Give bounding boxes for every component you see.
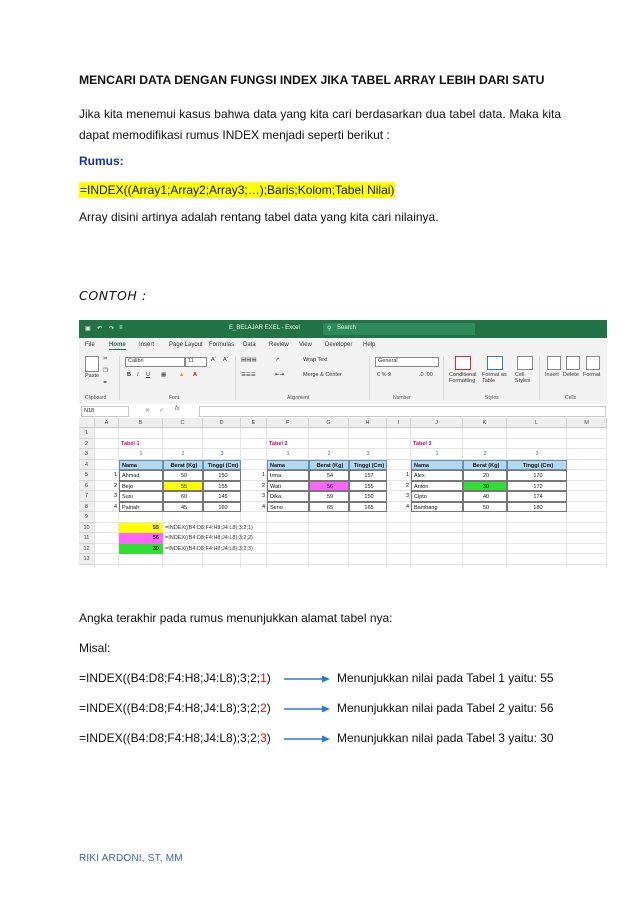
table-header-cell: Berat (Kg) xyxy=(463,460,507,471)
insert-icon[interactable] xyxy=(547,356,561,370)
row-header-12[interactable]: 12 xyxy=(79,544,95,555)
format-icon[interactable] xyxy=(586,356,600,370)
menu-tab-insert[interactable]: Insert xyxy=(139,342,155,348)
cut-icon[interactable]: ✂ xyxy=(103,356,108,362)
row-header-5[interactable]: 5 xyxy=(79,470,95,481)
table-data-cell[interactable]: Cipto xyxy=(411,491,463,502)
table-col-number: 1 xyxy=(139,451,143,457)
table-header-cell: Nama xyxy=(119,460,163,471)
table-data-cell[interactable]: 172 xyxy=(507,481,567,492)
row-header-1[interactable]: 1 xyxy=(79,428,95,439)
table-col-number: 2 xyxy=(327,451,331,457)
font-color-icon[interactable]: A xyxy=(193,372,197,378)
font-name-value: Calibri xyxy=(128,358,144,364)
table-row-number: 2 xyxy=(261,482,265,489)
excel-titlebar xyxy=(79,320,607,338)
result-formula-text: =INDEX((B4:D8;F4:H8;J4:L8);3;2;1) xyxy=(165,524,253,531)
row-header-10[interactable]: 10 xyxy=(79,523,95,534)
table-data-cell[interactable]: 20 xyxy=(463,470,507,481)
example-formula-suffix: ) xyxy=(266,701,271,715)
column-header-b[interactable]: B xyxy=(119,418,163,428)
table-data-cell[interactable]: Irma xyxy=(267,470,309,481)
arrow-right-icon xyxy=(284,705,330,713)
enter-icon[interactable]: ✓ xyxy=(159,408,165,414)
example-formula-prefix: =INDEX((B4:D8;F4:H8;J4:L8);3;2; xyxy=(79,731,261,745)
table-data-cell[interactable]: Alex xyxy=(411,470,463,481)
table-row-number: 1 xyxy=(405,472,409,478)
align-left-icon[interactable]: ☰☰☰ xyxy=(241,372,256,378)
example-formula xyxy=(79,671,271,685)
table-data-cell[interactable]: Bambang xyxy=(411,502,463,513)
table-title: Tabel 1 xyxy=(121,440,140,447)
table-row-number: 3 xyxy=(405,493,409,499)
window-title: E_BELAJAR EXEL - Excel xyxy=(229,325,300,331)
table-header-cell: Tinggi (Cm) xyxy=(507,460,567,471)
fill-color-icon[interactable]: ▲ xyxy=(179,372,185,378)
example-description: Menunjukkan nilai pada Tabel 3 yaitu: 30 xyxy=(337,731,554,745)
indent-icon[interactable]: ⇤⇥ xyxy=(275,372,285,378)
customize-icon[interactable]: ≡ xyxy=(119,325,123,331)
column-header-c[interactable]: C xyxy=(163,418,203,428)
column-header-e[interactable]: E xyxy=(241,418,267,428)
table-col-number: 3 xyxy=(366,451,370,457)
select-all-corner[interactable] xyxy=(79,418,95,428)
column-header-j[interactable]: J xyxy=(411,418,463,428)
excel-ribbon xyxy=(79,352,607,405)
decimal-icon[interactable]: .0 .00 xyxy=(419,372,433,378)
table-row-number: 3 xyxy=(113,493,117,499)
table-data-cell[interactable]: Susi xyxy=(119,491,163,502)
table-data-cell[interactable]: Painah xyxy=(119,502,163,513)
conditional-formatting-button[interactable]: Conditional Formatting xyxy=(449,372,477,384)
gridline xyxy=(95,438,607,439)
column-header-d[interactable]: D xyxy=(203,418,241,428)
align-top-icon[interactable]: ▤▤▤ xyxy=(241,357,257,363)
table-data-cell[interactable]: 174 xyxy=(507,491,567,502)
fx-icon[interactable]: fx xyxy=(175,406,180,412)
format-as-table-button[interactable]: Format as Table xyxy=(482,372,507,384)
table-data-cell[interactable]: 160 xyxy=(203,502,241,513)
table-data-cell[interactable]: 155 xyxy=(203,481,241,492)
table-data-cell[interactable]: 50 xyxy=(163,470,203,481)
intro-paragraph: Jika kita menemui kasus bahwa data yang kita cari berdasarkan dua tabel data. Maka kita dapat memodifikasi rumus INDEX menjadi seperti berikut : xyxy=(79,107,561,142)
font-size-value: 11 xyxy=(188,358,194,364)
menu-tab-page-layout[interactable]: Page Layout xyxy=(169,342,203,348)
delete-icon[interactable] xyxy=(566,356,580,370)
example-table-number: 2 xyxy=(260,701,267,715)
format-as-table-icon[interactable] xyxy=(487,356,503,370)
border-icon[interactable]: ▦ xyxy=(161,372,167,378)
table-col-number: 1 xyxy=(286,451,290,457)
table-header-cell: Nama xyxy=(411,460,463,471)
table-data-cell[interactable]: 180 xyxy=(507,502,567,513)
accounting-icon[interactable]: € % 9 xyxy=(377,372,392,378)
table-data-cell[interactable]: 155 xyxy=(349,481,387,492)
table-data-cell[interactable]: 65 xyxy=(309,502,349,513)
result-formula-text: =INDEX((B4:D8;F4:H8;J4:L8);3;2;3) xyxy=(165,545,253,552)
example-table-number: 3 xyxy=(260,731,267,745)
table-col-number: 2 xyxy=(181,451,185,457)
table-data-cell[interactable]: 40 xyxy=(463,491,507,502)
format-painter-icon[interactable]: ✒ xyxy=(103,380,108,386)
cell-styles-button[interactable]: Cell Styles xyxy=(515,372,530,384)
row-header-6[interactable]: 6 xyxy=(79,481,95,492)
table-col-number: 1 xyxy=(435,451,439,457)
merge-center-button[interactable]: Merge & Center xyxy=(303,372,342,378)
table-data-cell[interactable]: Ahmad xyxy=(119,470,163,481)
table-data-cell[interactable]: 157 xyxy=(349,470,387,481)
menu-tab-developer[interactable]: Developer xyxy=(325,342,353,348)
delete-button[interactable]: Delete xyxy=(563,372,579,378)
table-data-cell[interactable]: 50 xyxy=(463,502,507,513)
bold-icon[interactable]: B xyxy=(127,372,131,378)
table-data-cell[interactable]: 145 xyxy=(203,491,241,502)
table-data-cell[interactable]: 170 xyxy=(507,470,567,481)
example-formula xyxy=(79,701,271,715)
table-header-cell: Tinggi (Cm) xyxy=(203,460,241,471)
arrow-right-icon xyxy=(284,675,330,683)
table-data-cell[interactable]: 56 xyxy=(309,481,349,492)
table-data-cell[interactable]: Seno xyxy=(267,502,309,513)
table-data-cell[interactable]: 54 xyxy=(309,470,349,481)
excel-menubar xyxy=(79,338,607,352)
table-title: Tabel 3 xyxy=(413,440,432,447)
table-title: Tabel 2 xyxy=(269,440,288,447)
table-data-cell[interactable]: Bejo xyxy=(119,481,163,492)
array-note: Array disini artinya adalah rentang tabel data yang kita cari nilainya. xyxy=(79,210,439,224)
misal-label: Misal: xyxy=(79,641,111,655)
example-formula-suffix: ) xyxy=(266,731,271,745)
formula-input[interactable] xyxy=(199,406,606,417)
group-number: Number xyxy=(393,395,411,401)
angka-note: Angka terakhir pada rumus menunjukkan alamat tabel nya: xyxy=(79,611,393,625)
table-data-cell[interactable]: Dika xyxy=(267,491,309,502)
search-icon: ⚲ xyxy=(327,326,332,332)
paste-label[interactable]: Paste xyxy=(85,373,100,379)
save-icon[interactable]: ▣ xyxy=(85,326,91,332)
result-value-cell[interactable]: 55 xyxy=(119,523,163,534)
number-format-value: General xyxy=(378,358,398,364)
row-header-11[interactable]: 11 xyxy=(79,533,95,544)
result-value-cell[interactable]: 30 xyxy=(119,544,163,555)
excel-screenshot xyxy=(79,320,607,568)
table-row-number: 2 xyxy=(405,482,409,489)
row-header-9[interactable]: 9 xyxy=(79,512,95,523)
group-styles: Styles xyxy=(485,395,499,401)
underline-icon[interactable]: U xyxy=(146,372,150,378)
menu-tab-review[interactable]: Review xyxy=(269,342,289,348)
menu-tab-formulas[interactable]: Formulas xyxy=(209,342,235,348)
column-header-k[interactable]: K xyxy=(463,418,507,428)
table-col-number: 3 xyxy=(535,451,539,457)
menu-tab-home[interactable]: Home xyxy=(109,342,126,348)
menu-tab-file[interactable]: File xyxy=(85,342,95,348)
copy-icon[interactable]: ❐ xyxy=(103,368,108,374)
row-header-4[interactable]: 4 xyxy=(79,460,95,471)
table-col-number: 3 xyxy=(220,451,224,457)
footer-author: RIKI ARDONI, ST, MM xyxy=(79,853,183,864)
rumus-label: Rumus: xyxy=(79,154,124,168)
example-formula-prefix: =INDEX((B4:D8;F4:H8;J4:L8);3;2; xyxy=(79,671,261,685)
shrink-font-icon[interactable]: Aˇ xyxy=(223,357,229,363)
example-formula-prefix: =INDEX((B4:D8;F4:H8;J4:L8);3;2; xyxy=(79,701,261,715)
table-row-number: 2 xyxy=(113,482,117,489)
table-header-cell: Berat (Kg) xyxy=(163,460,203,471)
column-header-m[interactable]: M xyxy=(567,418,607,428)
redo-icon[interactable]: ↷ xyxy=(109,326,115,332)
group-clipboard: Clipboard xyxy=(85,395,107,401)
grow-font-icon[interactable]: Aˆ xyxy=(211,357,217,363)
column-header-l[interactable]: L xyxy=(507,418,567,428)
row-header-7[interactable]: 7 xyxy=(79,491,95,502)
search-box[interactable] xyxy=(323,323,475,335)
table-data-cell[interactable]: 45 xyxy=(163,502,203,513)
search-placeholder: Search xyxy=(337,325,357,331)
column-header-h[interactable]: H xyxy=(349,418,387,428)
group-cells: Cells xyxy=(565,395,577,401)
row-header-3[interactable]: 3 xyxy=(79,449,95,460)
name-box[interactable]: N18 xyxy=(81,406,129,417)
paste-icon[interactable] xyxy=(85,356,99,372)
conditional-formatting-icon[interactable] xyxy=(455,356,471,370)
table-row-number: 4 xyxy=(405,503,409,510)
italic-icon[interactable]: I xyxy=(137,372,139,378)
column-header-i[interactable]: I xyxy=(387,418,411,428)
table-data-cell[interactable]: 60 xyxy=(163,491,203,502)
menu-tab-view[interactable]: View xyxy=(299,342,312,348)
table-row-number: 1 xyxy=(113,472,117,478)
cancel-icon[interactable]: ✕ xyxy=(145,408,151,414)
example-table-number: 1 xyxy=(260,671,267,685)
cell-styles-icon[interactable] xyxy=(517,356,533,370)
column-header-f[interactable]: F xyxy=(267,418,309,428)
column-header-g[interactable]: G xyxy=(309,418,349,428)
example-formula xyxy=(79,731,271,745)
table-data-cell[interactable]: Anton xyxy=(411,481,463,492)
arrow-right-icon xyxy=(284,735,330,743)
format-button[interactable]: Format xyxy=(583,372,601,378)
table-row-number: 4 xyxy=(113,503,117,510)
page-heading: MENCARI DATA DENGAN FUNGSI INDEX JIKA TABEL ARRAY LEBIH DARI SATU xyxy=(79,73,545,87)
gridline xyxy=(95,564,607,565)
example-description: Menunjukkan nilai pada Tabel 1 yaitu: 55 xyxy=(337,671,554,685)
table-data-cell[interactable]: 55 xyxy=(163,481,203,492)
row-header-8[interactable]: 8 xyxy=(79,502,95,513)
group-font: Font xyxy=(169,395,180,401)
table-row-number: 1 xyxy=(261,472,265,478)
table-header-cell: Berat (Kg) xyxy=(309,460,349,471)
wrap-text-button[interactable]: Wrap Text xyxy=(303,357,328,363)
table-data-cell[interactable]: 165 xyxy=(349,502,387,513)
table-data-cell[interactable]: 150 xyxy=(349,491,387,502)
formula-syntax: =INDEX((Array1;Array2;Array3;…);Baris;Kolom;Tabel Nilai) xyxy=(80,183,395,197)
table-data-cell[interactable]: 59 xyxy=(309,491,349,502)
gridline xyxy=(606,428,607,568)
example-formula-suffix: ) xyxy=(266,671,271,685)
row-header-2[interactable]: 2 xyxy=(79,439,95,450)
example-description: Menunjukkan nilai pada Tabel 2 yaitu: 56 xyxy=(337,701,554,715)
group-alignment: Alignment xyxy=(287,395,310,401)
table-row-number: 4 xyxy=(261,503,265,510)
menu-tab-data[interactable]: Data xyxy=(243,342,256,348)
contoh-label: CONTOH : xyxy=(79,288,147,303)
table-row-number: 3 xyxy=(261,493,265,499)
table-data-cell[interactable]: 150 xyxy=(203,470,241,481)
column-header-a[interactable]: A xyxy=(95,418,119,428)
orientation-icon[interactable]: ↗ xyxy=(275,357,280,363)
table-header-cell: Nama xyxy=(267,460,309,471)
table-col-number: 2 xyxy=(483,451,487,457)
result-formula-text: =INDEX((B4:D8;F4:H8;J4:L8);3;2;2) xyxy=(165,535,253,541)
spreadsheet-grid[interactable] xyxy=(79,418,607,568)
formula-bar xyxy=(79,404,607,419)
table-data-cell[interactable]: Wati xyxy=(267,481,309,492)
table-header-cell: Tinggi (Cm) xyxy=(349,460,387,471)
table-data-cell[interactable]: 30 xyxy=(463,481,507,492)
undo-icon[interactable]: ↶ xyxy=(97,326,103,332)
row-header-13[interactable]: 13 xyxy=(79,554,95,565)
menu-tab-help[interactable]: Help xyxy=(363,342,376,348)
insert-button[interactable]: Insert xyxy=(545,372,559,378)
result-value-cell[interactable]: 56 xyxy=(119,533,163,544)
